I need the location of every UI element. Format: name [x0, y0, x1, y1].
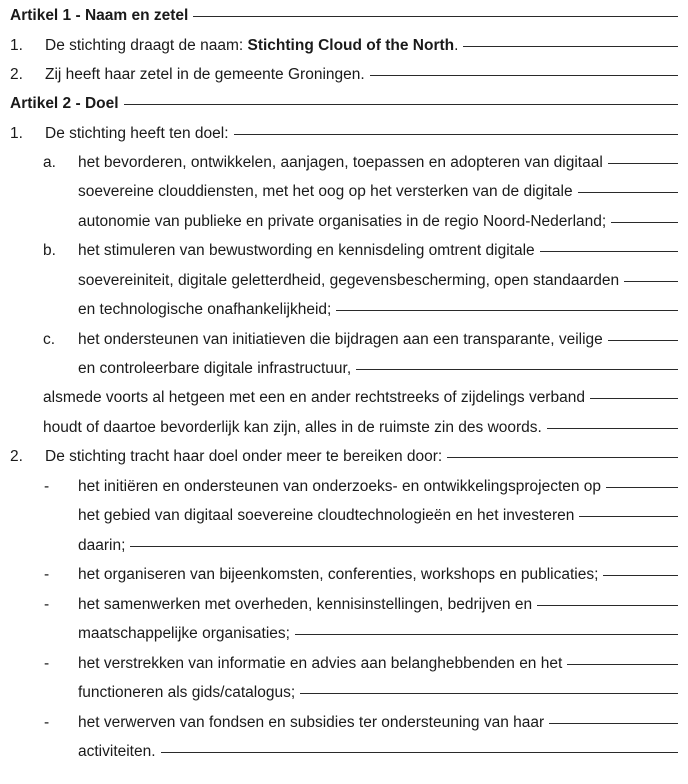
- sub-item-a-line: [78, 211, 678, 233]
- line-text: houdt of daartoe bevorderlijk kan zijn, alles in de ruimste zin des woords.: [43, 419, 542, 436]
- foundation-name: Stichting Cloud of the North: [247, 37, 455, 54]
- heading-text: Artikel 1 - Naam en zetel: [10, 7, 189, 24]
- fill-rule: [549, 723, 678, 724]
- item-number: 2.: [10, 448, 23, 465]
- bullet-dash: -: [44, 714, 50, 731]
- sub-item-b-line: [78, 270, 678, 292]
- fill-rule: [608, 163, 678, 164]
- fill-rule: [130, 546, 678, 547]
- line-text: het initiëren en ondersteunen van onderzoeks- en ontwikkelingsprojecten op: [78, 478, 602, 495]
- article-1-heading: [10, 5, 678, 27]
- line-text: alsmede voorts al hetgeen met een en ander rechtstreeks of zijdelings verband: [43, 389, 585, 406]
- heading-text: Artikel 2 - Doel: [10, 95, 119, 112]
- article-2-heading: [10, 93, 678, 115]
- fill-rule: [537, 605, 678, 606]
- line-text: het bevorderen, ontwikkelen, aanjagen, toepassen en adopteren van digitaal: [78, 154, 603, 171]
- fill-rule: [608, 340, 678, 341]
- sub-letter: c.: [43, 331, 56, 348]
- fill-rule: [234, 134, 678, 135]
- line-text: het verwerven van fondsen en subsidies ter ondersteuning van haar: [78, 714, 545, 731]
- fill-rule: [193, 16, 678, 17]
- item-text: De stichting tracht haar doel onder meer te bereiken door:: [45, 448, 443, 465]
- bullet-dash: -: [44, 655, 50, 672]
- bullet-dash: -: [44, 478, 50, 495]
- fill-rule: [578, 192, 678, 193]
- line-text: het ondersteunen van initiatieven die bijdragen aan een transparante, veilige: [78, 331, 603, 348]
- line-text: en technologische onafhankelijkheid;: [78, 301, 332, 318]
- line-text: soevereine clouddiensten, met het oog op het versterken van de digitale: [78, 183, 573, 200]
- item-text: De stichting heeft ten doel:: [45, 125, 229, 142]
- bullet-line: [78, 712, 678, 734]
- bullet-line: [78, 682, 678, 704]
- fill-rule: [370, 75, 678, 76]
- bullet-dash: -: [44, 596, 50, 613]
- bullet-line: [78, 741, 678, 763]
- fill-rule: [124, 104, 678, 105]
- line-text: en controleerbare digitale infrastructuur,: [78, 360, 352, 377]
- bullet-line: [78, 623, 678, 645]
- line-text: daarin;: [78, 537, 126, 554]
- fill-rule: [336, 310, 678, 311]
- bullet-line: [78, 653, 678, 675]
- fill-rule: [161, 752, 678, 753]
- fill-rule: [579, 516, 678, 517]
- line-text: het gebied van digitaal soevereine cloudtechnologieën en het investeren: [78, 507, 575, 524]
- article-2-item-2: [45, 446, 678, 468]
- sub-item-c-line: [78, 358, 678, 380]
- bullet-line: [78, 505, 678, 527]
- fill-rule: [603, 575, 678, 576]
- item-number: 1.: [10, 125, 23, 142]
- closing-line: [43, 417, 678, 439]
- sub-letter: b.: [43, 242, 56, 259]
- fill-rule: [295, 634, 678, 635]
- sub-item-b-line: [78, 299, 678, 321]
- sub-item-c-line: [78, 329, 678, 351]
- item-text-post: .: [454, 37, 459, 54]
- line-text: het samenwerken met overheden, kennisinstellingen, bedrijven en: [78, 596, 533, 613]
- sub-item-b-line: [78, 240, 678, 262]
- bullet-line: [78, 564, 678, 586]
- bullet-line: [78, 535, 678, 557]
- fill-rule: [606, 487, 678, 488]
- fill-rule: [624, 281, 678, 282]
- fill-rule: [300, 693, 678, 694]
- article-1-item-2: [45, 64, 678, 86]
- fill-rule: [540, 251, 678, 252]
- sub-item-a-line: [78, 181, 678, 203]
- line-text: maatschappelijke organisaties;: [78, 625, 290, 642]
- fill-rule: [463, 46, 678, 47]
- bullet-line: [78, 476, 678, 498]
- line-text: soevereiniteit, digitale geletterdheid, gegevensbescherming, open standaarden: [78, 272, 620, 289]
- line-text: het organiseren van bijeenkomsten, conferenties, workshops en publicaties;: [78, 566, 599, 583]
- line-text: functioneren als gids/catalogus;: [78, 684, 296, 701]
- line-text: autonomie van publieke en private organisaties in de regio Noord-Nederland;: [78, 213, 607, 230]
- fill-rule: [611, 222, 678, 223]
- article-2-item-1: [45, 123, 678, 145]
- closing-line: [43, 387, 678, 409]
- item-text: Zij heeft haar zetel in de gemeente Groningen.: [45, 66, 365, 83]
- sub-item-a-line: [78, 152, 678, 174]
- item-number: 2.: [10, 66, 23, 83]
- bullet-line: [78, 594, 678, 616]
- bullet-dash: -: [44, 566, 50, 583]
- item-text-pre: De stichting draagt de naam:: [45, 37, 248, 54]
- fill-rule: [447, 457, 678, 458]
- fill-rule: [590, 398, 678, 399]
- line-text: het stimuleren van bewustwording en kennisdeling omtrent digitale: [78, 242, 535, 259]
- line-text: activiteiten.: [78, 743, 156, 760]
- item-number: 1.: [10, 37, 23, 54]
- article-1-item-1: [45, 35, 678, 57]
- fill-rule: [547, 428, 678, 429]
- fill-rule: [356, 369, 678, 370]
- line-text: het verstrekken van informatie en advies aan belanghebbenden en het: [78, 655, 563, 672]
- fill-rule: [567, 664, 678, 665]
- sub-letter: a.: [43, 154, 56, 171]
